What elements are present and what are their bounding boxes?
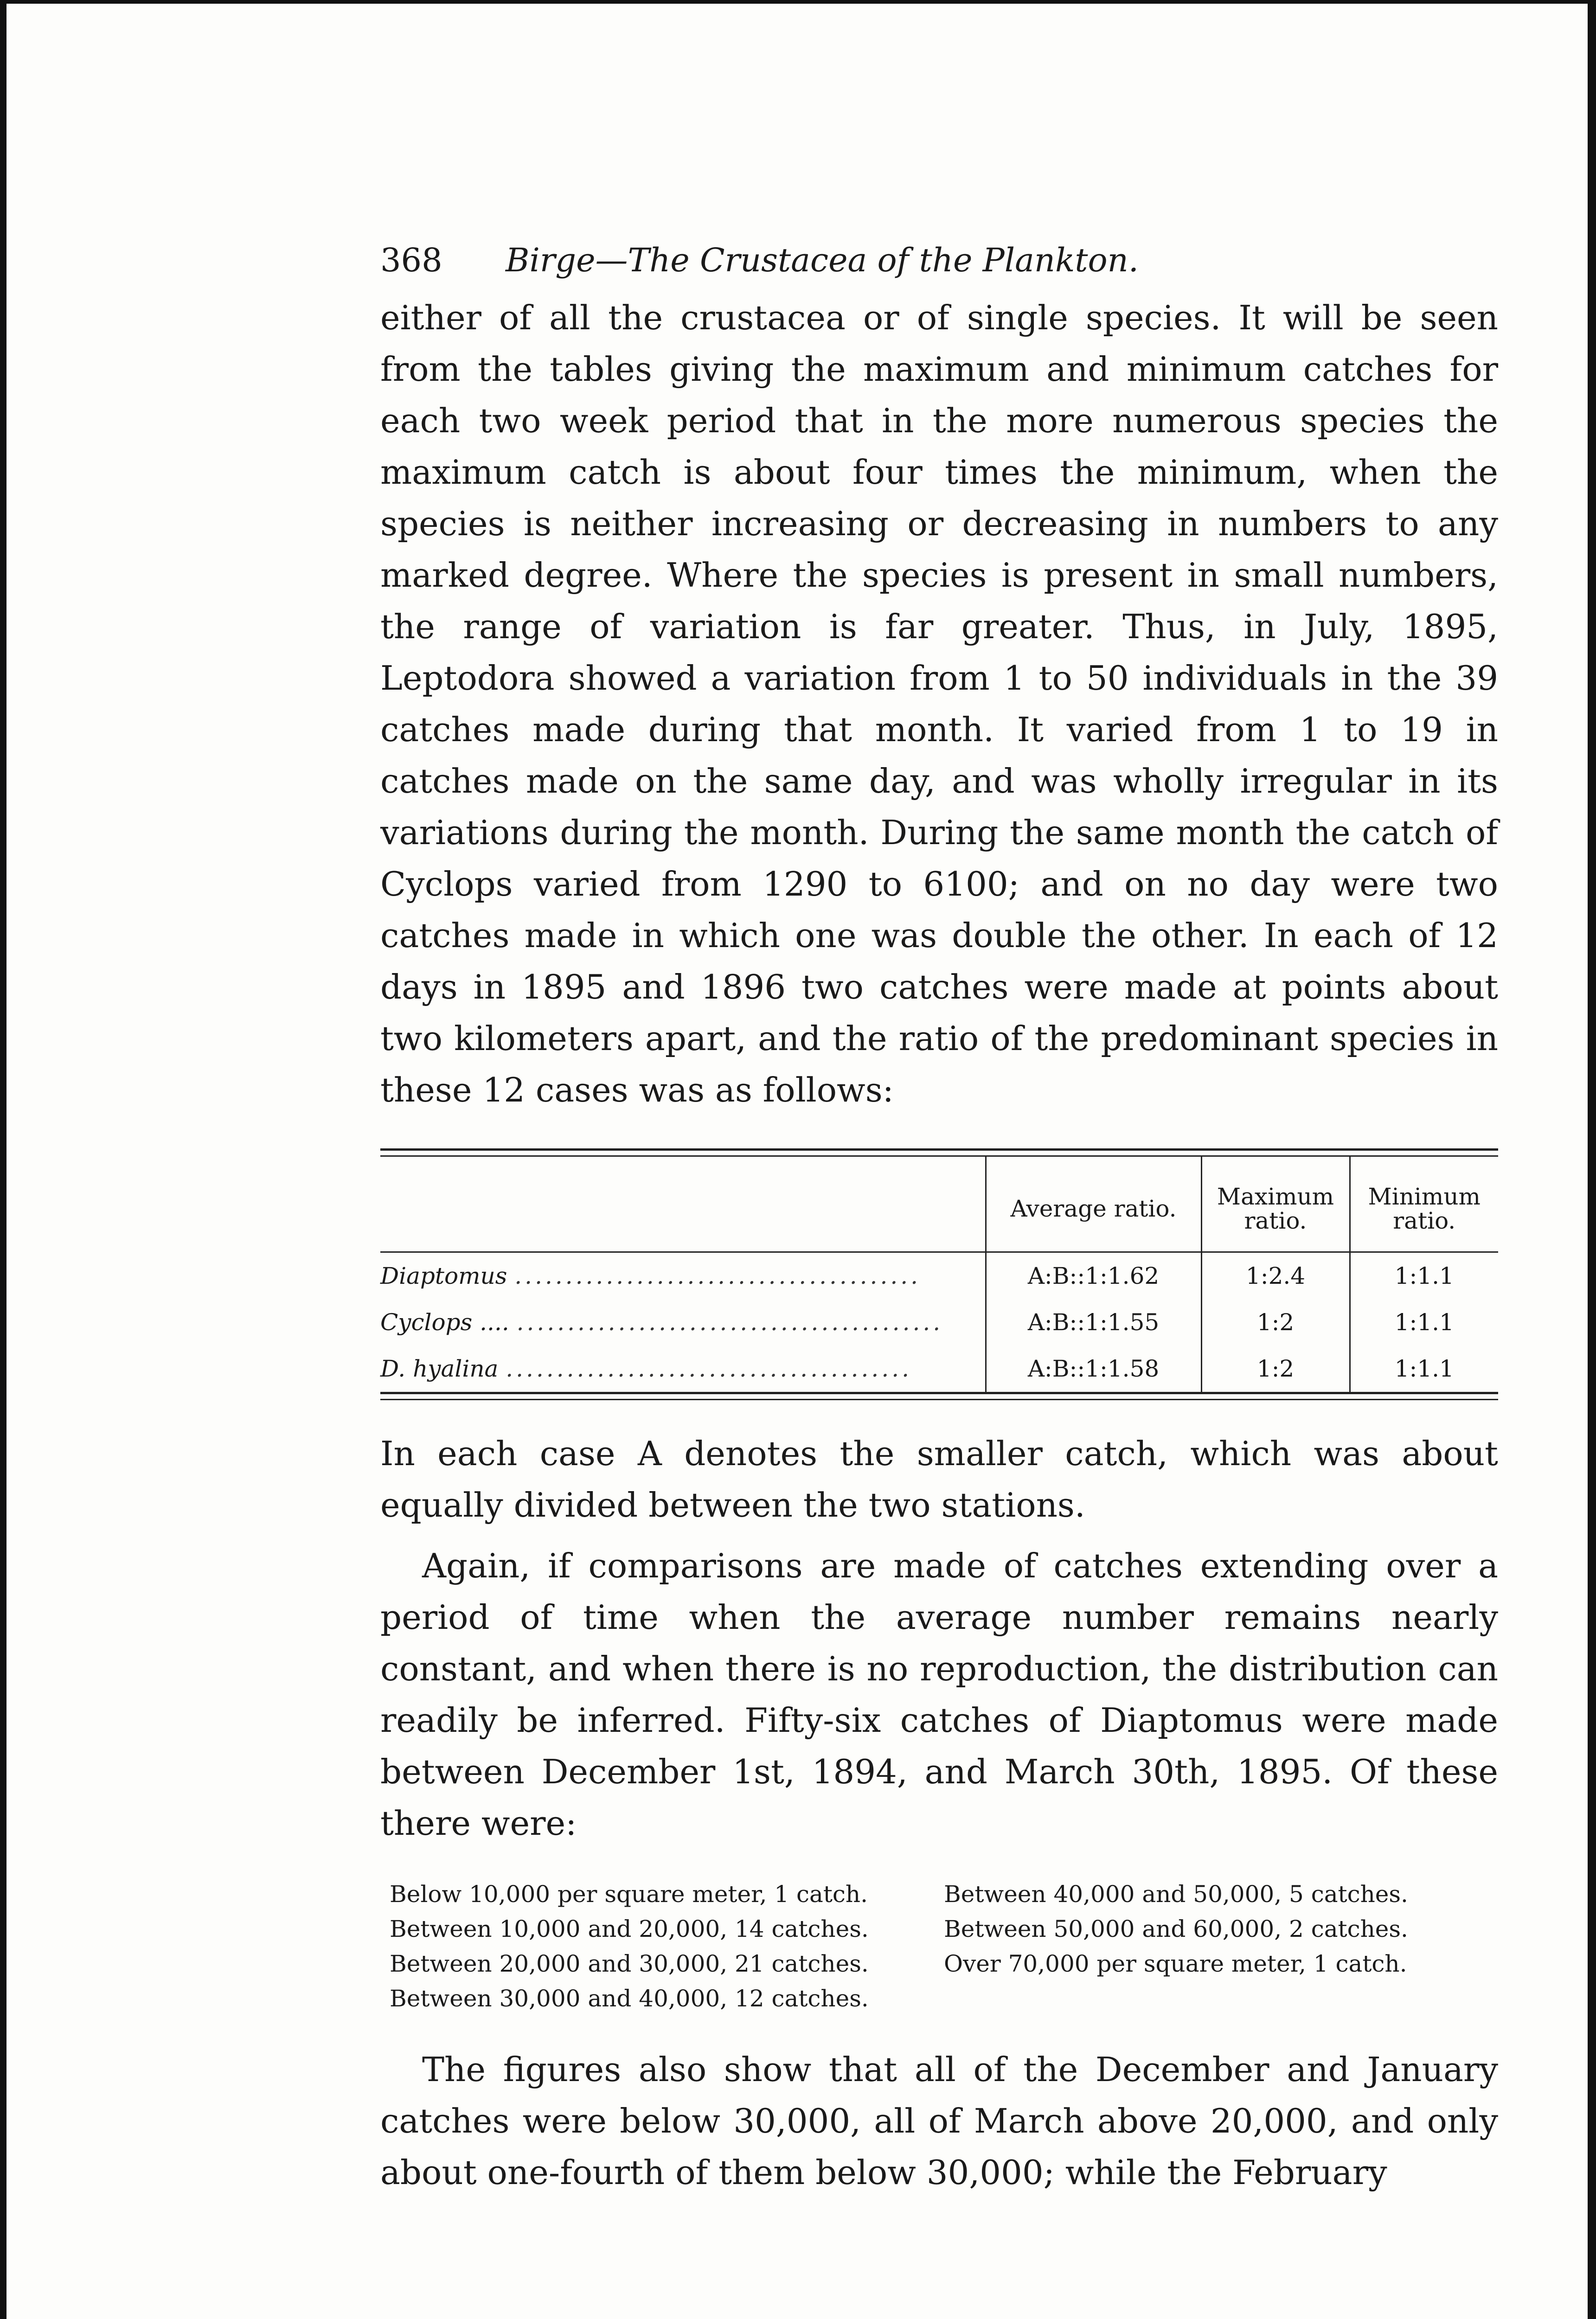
row-species-cell xyxy=(380,1299,986,1345)
table-row xyxy=(380,1299,1498,1345)
maximum-ratio-cell: 1:2.4 xyxy=(1201,1252,1350,1300)
table-header-row xyxy=(380,1157,1498,1252)
row-species-cell xyxy=(380,1345,986,1392)
list-item: Between 20,000 and 30,000, 21 catches. xyxy=(390,1950,869,1977)
page xyxy=(380,241,1498,2198)
maximum-ratio-cell: 1:2 xyxy=(1201,1299,1350,1345)
average-ratio-cell: A:B::1:1.58 xyxy=(986,1345,1201,1392)
list-item: Between 30,000 and 40,000, 12 catches. xyxy=(390,1985,869,2012)
leader-dots: .......................................... xyxy=(516,1309,943,1336)
row-species-cell xyxy=(380,1252,986,1300)
header-species xyxy=(380,1157,986,1252)
paragraph-2: In each case A denotes the smaller catch, which was about equally divided between the two stations. xyxy=(380,1434,1498,1525)
table-row xyxy=(380,1252,1498,1300)
minimum-ratio-cell: 1:1.1 xyxy=(1350,1345,1498,1392)
average-ratio-cell: A:B::1:1.62 xyxy=(986,1252,1201,1300)
table-top-rule xyxy=(380,1148,1498,1157)
species-name: Diaptomus xyxy=(380,1262,507,1289)
header-average-ratio: Average ratio. xyxy=(986,1157,1201,1252)
scan-edge-right xyxy=(1588,0,1596,2319)
list-item: Between 40,000 and 50,000, 5 catches. xyxy=(944,1881,1408,1908)
header-minimum-ratio: Minimum ratio. xyxy=(1350,1157,1498,1252)
list-item: Between 50,000 and 60,000, 2 catches. xyxy=(944,1915,1408,1942)
species-name: D. hyalina xyxy=(380,1355,499,1382)
running-head xyxy=(380,241,1498,292)
list-item: Below 10,000 per square meter, 1 catch. xyxy=(390,1881,868,1908)
ratio-table xyxy=(380,1148,1498,1400)
leader-dots: ........................................ xyxy=(506,1355,912,1382)
species-name: Cyclops .... xyxy=(380,1309,509,1336)
paragraph-4: The figures also show that all of the December and January catches were below 30,000, all of March above 20,000, and only about one-fourth of them below 30,000; while the February xyxy=(380,2050,1498,2192)
running-title: Birge—The Crustacea of the Plankton. xyxy=(506,241,1139,279)
maximum-ratio-cell: 1:2 xyxy=(1201,1345,1350,1392)
ratio-table-grid xyxy=(380,1157,1498,1392)
catch-list-left-column xyxy=(390,1877,944,2016)
average-ratio-cell: A:B::1:1.55 xyxy=(986,1299,1201,1345)
leader-dots: ........................................ xyxy=(514,1262,921,1289)
scan-edge-top xyxy=(0,0,1596,4)
list-item: Between 10,000 and 20,000, 14 catches. xyxy=(390,1915,869,1942)
list-item: Over 70,000 per square meter, 1 catch. xyxy=(944,1950,1407,1977)
paragraph-3: Again, if comparisons are made of catches extending over a period of time when the average number remains nearly constant, and when there is no reproduction, the distribution can readily be inferred. Fifty-six catches of Diaptomus were made between December 1st, 1894, and March 30th, 1895. Of these there were: xyxy=(380,1546,1498,1843)
catch-distribution-list xyxy=(380,1877,1498,2016)
header-maximum-ratio: Maximum ratio. xyxy=(1201,1157,1350,1252)
paragraph-1: either of all the crustacea or of single species. It will be seen from the tables giving the maximum and minimum catches for each two week period that in the more numerous species the maximum catch is about four times the minimum, when the species is neither increasing or decreasing in numbers to any marked degree. Where the species is present in small numbers, the range of variation is far greater. Thus, in July, 1895, Leptodora showed a variation from 1 to 50 individuals in the 39 catches made during that month. It varied from 1 to 19 in catches made on the same day, and was wholly irregular in its variations during the month. During the same month the catch of Cyclops varied from 1290 to 6100; and on no day were two catches made in which one was double the other. In each of 12 days in 1895 and 1896 two catches were made at points about two kilometers apart, and the ratio of the predominant species in these 12 cases was as follows: xyxy=(380,298,1498,1109)
catch-list-right-column xyxy=(944,1877,1498,2016)
page-number: 368 xyxy=(380,241,442,279)
minimum-ratio-cell: 1:1.1 xyxy=(1350,1252,1498,1300)
table-bottom-rule xyxy=(380,1392,1498,1400)
minimum-ratio-cell: 1:1.1 xyxy=(1350,1299,1498,1345)
scan-edge-left xyxy=(0,0,6,2319)
table-row xyxy=(380,1345,1498,1392)
